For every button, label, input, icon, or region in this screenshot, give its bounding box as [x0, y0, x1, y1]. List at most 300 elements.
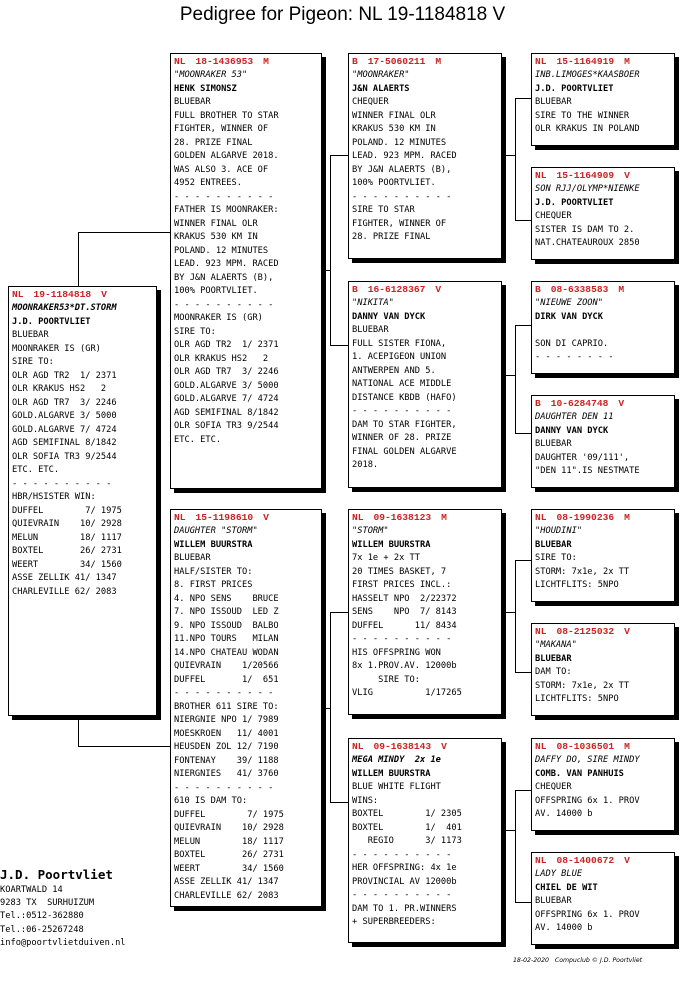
detail-line: WINS: [352, 795, 379, 806]
detail-line: BOXTEL 26/ 2731 [12, 546, 122, 556]
detail-line: 7x 1e + 2x TT [352, 553, 420, 563]
detail-line [535, 324, 671, 338]
detail-line: LICHTFLITS: 5NPO [535, 580, 619, 590]
pigeon-name: "STORM" [352, 526, 389, 536]
detail-line: - - - - - - - - [535, 352, 614, 362]
connector-line [515, 560, 516, 672]
connector-line [330, 802, 348, 803]
detail-line: BY J&N ALAERTS (B), [174, 272, 274, 283]
owner-name: J.D. POORTVLIET [535, 197, 614, 208]
detail-line: LICHTFLITS: 5NPO [535, 694, 619, 704]
pigeon-details [535, 868, 671, 936]
detail-line: SIRE TO: [535, 553, 577, 563]
detail-line: QUIEVRAIN 10/ 2928 [12, 519, 122, 529]
detail-line: OFFSPRING 6x 1. PROV [535, 795, 640, 806]
pigeon-details [535, 69, 671, 137]
detail-line: FULL BROTHER TO STAR [174, 110, 279, 121]
pigeon-details [535, 639, 671, 707]
detail-line: SIRE TO: [352, 674, 420, 685]
detail-line: AGD SEMIFINAL 8/1842 [12, 438, 117, 448]
ring-country: NL [535, 741, 547, 752]
ring-sex: V [263, 512, 269, 523]
ring-number: 08-1400672 [556, 855, 615, 866]
ring-header [535, 398, 671, 410]
ring-sex: V [624, 170, 630, 181]
detail-line: HALF/SISTER TO: [174, 566, 253, 577]
detail-line: 8x 1.PROV.AV. 12000b [352, 661, 457, 671]
ring-sex: V [624, 626, 630, 637]
ring-number: 17-5060211 [367, 56, 426, 67]
ring-number: 08-6338583 [550, 284, 609, 295]
detail-line: BLUEBAR [174, 553, 211, 563]
detail-line: - - - - - - - - - - [352, 634, 452, 644]
detail-line: OLR KRAKUS HS2 2 [174, 353, 269, 364]
detail-line: WINNER FINAL OLR [174, 218, 258, 229]
connector-line [330, 612, 348, 613]
breeder-mobile: Tel.:06-25267248 [0, 924, 84, 935]
connector-line [515, 902, 531, 903]
pigeon-name: LADY BLUE [535, 869, 583, 879]
detail-line: DUFFEL 7/ 1975 [174, 809, 284, 820]
pigeon-name: MOONRAKER53*DT.STORM [12, 303, 117, 313]
detail-line: CHEQUER [535, 211, 572, 221]
pigeon-details [352, 525, 498, 701]
detail-line: OLR AGD TR2 1/ 2371 [12, 370, 117, 381]
pigeon-details [535, 525, 671, 593]
pigeon-details [352, 297, 498, 473]
ring-country: NL [174, 512, 186, 523]
detail-line: QUIEVRAIN 1/20566 [174, 661, 279, 671]
ring-country: NL [174, 56, 186, 67]
detail-line: CHEQUER [535, 782, 572, 792]
owner-name: J&N ALAERTS [352, 83, 410, 94]
detail-line: OLR KRAKUS HS2 2 [12, 384, 107, 394]
owner-name: COMB. VAN PANHUIS [535, 768, 624, 779]
pigeon-card-dss[interactable] [531, 509, 675, 602]
detail-line: STORM: 7x1e, 2x TT [535, 566, 630, 577]
ring-country: NL [352, 741, 364, 752]
detail-line: FULL SISTER FIONA, [352, 338, 447, 349]
pigeon-name: "NIKITA" [352, 298, 394, 308]
ring-header [535, 626, 671, 638]
detail-line: BY J&N ALAERTS (B), [352, 164, 452, 175]
detail-line: DUFFEL 7/ 1975 [12, 505, 122, 516]
detail-line: MOESKROEN 11/ 4001 [174, 728, 279, 739]
pigeon-details [12, 302, 153, 599]
connector-line [330, 345, 348, 346]
ring-country: B [352, 56, 358, 67]
detail-line: BLUEBAR [535, 97, 572, 107]
breeder-postal: 9283 TX SURHUIZUM [0, 898, 95, 909]
pigeon-details [535, 754, 671, 822]
ring-country: NL [12, 289, 24, 300]
detail-line: OLR SOFIA TR3 9/2544 [174, 421, 279, 431]
detail-line: STORM: 7x1e, 2x TT [535, 680, 630, 691]
detail-line: 28. PRIZE FINAL [174, 137, 253, 148]
detail-line: ASSE ZELLIK 41/ 1347 [174, 877, 279, 887]
ring-header [535, 56, 671, 68]
detail-line: WEERT 34/ 1560 [12, 559, 122, 570]
detail-line: GOLD.ALGARVE 7/ 4724 [174, 394, 279, 404]
ring-header [535, 170, 671, 182]
ring-header [174, 56, 318, 68]
ring-country: NL [535, 512, 547, 523]
detail-line: BOXTEL 1/ 401 [352, 822, 462, 833]
owner-name: WILLEM BUURSTRA [174, 539, 253, 550]
detail-line: MELUN 18/ 1117 [12, 532, 122, 543]
pigeon-name: DAUGHTER "STORM" [174, 526, 258, 536]
pigeon-card-sire-dam[interactable] [348, 281, 502, 488]
pigeon-name: "MOONRAKER 53" [174, 70, 248, 80]
footer-software: Compuclub [554, 957, 590, 964]
breeder-info [0, 866, 126, 950]
detail-line: BLUEBAR [535, 896, 572, 906]
connector-line [502, 612, 516, 613]
detail-line: DAM TO: [535, 667, 572, 677]
detail-line: CHARLEVILLE 62/ 2083 [174, 890, 279, 901]
detail-line: OLR SOFIA TR3 9/2544 [12, 451, 117, 462]
owner-name: DIRK VAN DYCK [535, 311, 603, 322]
detail-line: ETC. ETC. [12, 465, 60, 475]
detail-line: POLAND. 12 MINUTES [174, 245, 269, 256]
detail-line: AV. 14000 b [535, 809, 593, 819]
connector-line [502, 830, 516, 831]
detail-line: - - - - - - - - - - [174, 782, 274, 793]
detail-line: 28. PRIZE FINAL [352, 232, 431, 242]
connector-line [78, 232, 170, 233]
owner-name: DANNY VAN DYCK [535, 425, 609, 436]
detail-line: SIRE TO THE WINNER [535, 110, 630, 121]
ring-header [535, 741, 671, 753]
detail-line: NAT.CHATEAUROUX 2850 [535, 238, 640, 248]
detail-line: 100% POORTVLIET. [174, 286, 258, 296]
detail-line: NATIONAL ACE MIDDLE [352, 379, 452, 389]
detail-line: GOLDEN ALGARVE 2018. [174, 151, 279, 161]
ring-header [535, 512, 671, 524]
detail-line: MELUN 18/ 1117 [174, 836, 284, 847]
pigeon-name: "MOONRAKER" [352, 70, 410, 80]
pigeon-card-dam-dam[interactable] [348, 738, 502, 943]
pigeon-card-sss[interactable] [531, 53, 675, 146]
detail-line: 14.NPO CHATEAU WODAN [174, 647, 279, 658]
ring-sex: M [624, 741, 630, 752]
connector-line [78, 716, 79, 746]
connector-line [515, 325, 516, 433]
ring-country: B [535, 284, 541, 295]
detail-line: SENS NPO 7/ 8143 [352, 607, 457, 617]
detail-line: DAM TO 1. PR.WINNERS [352, 903, 457, 914]
connector-line [502, 155, 516, 156]
owner-name: BLUEBAR [535, 539, 572, 550]
detail-line: DAM TO STAR FIGHTER, [352, 419, 457, 430]
connector-line [330, 155, 331, 345]
detail-line: LEAD. 923 MPM. RACED [174, 259, 279, 269]
connector-line [515, 790, 531, 791]
connector-line [515, 433, 531, 434]
detail-line: HER OFFSPRING: 4x 1e [352, 863, 457, 873]
owner-name: J.D. POORTVLIET [535, 83, 614, 94]
pigeon-details [352, 69, 498, 245]
ring-country: NL [352, 512, 364, 523]
detail-line: - - - - - - - - - - [174, 191, 274, 202]
detail-line: FONTENAY 39/ 1188 [174, 755, 279, 766]
footer-date: 18-02-2020 [513, 957, 549, 964]
pigeon-name: DAFFY DO, SIRE MINDY [535, 755, 640, 765]
ring-sex: V [101, 289, 107, 300]
detail-line: DUFFEL 11/ 8434 [352, 620, 457, 631]
detail-line: KRAKUS 530 KM IN [174, 232, 258, 242]
connector-line [502, 375, 516, 376]
detail-line: MOONRAKER IS (GR) [12, 343, 101, 354]
detail-line: - - - - - - - - - - [352, 191, 452, 202]
detail-line: 100% POORTVLIET. [352, 178, 436, 188]
detail-line: NIERGNIE NPO 1/ 7989 [174, 715, 279, 725]
connector-line [78, 232, 79, 287]
connector-line [330, 155, 348, 156]
detail-line: BLUEBAR [352, 325, 389, 335]
detail-line: NIERGNIES 41/ 3760 [174, 769, 279, 779]
connector-line [322, 708, 331, 709]
detail-line: WEERT 34/ 1560 [174, 863, 284, 874]
detail-line: SIRE TO STAR [352, 205, 415, 215]
ring-number: 10-6284748 [550, 398, 609, 409]
ring-number: 15-1198610 [195, 512, 254, 523]
owner-name: WILLEM BUURSTRA [352, 539, 431, 550]
pigeon-card-ddd[interactable] [531, 852, 675, 945]
detail-line: 20 TIMES BASKET, 7 [352, 566, 447, 577]
footer-copyright: © J.D. Poortvliet [591, 957, 643, 964]
pigeon-card-sdd[interactable] [531, 395, 675, 488]
pigeon-card-dsd[interactable] [531, 623, 675, 716]
detail-line: 4. NPO SENS BRUCE [174, 593, 279, 604]
detail-line: WINNER FINAL OLR [352, 110, 436, 121]
connector-line [515, 560, 531, 561]
detail-line: POLAND. 12 MINUTES [352, 137, 447, 148]
connector-line [322, 270, 331, 271]
detail-line: DISTANCE KBDB (HAFO) [352, 392, 457, 403]
ring-header [12, 289, 153, 301]
detail-line: FIRST PRICES INCL.: [352, 580, 452, 590]
breeder-address: KOARTWALD 14 [0, 885, 63, 895]
pigeon-name: INB.LIMOGES*KAASBOER [535, 70, 640, 80]
owner-name: HENK SIMONSZ [174, 83, 237, 94]
detail-line: DUFFEL 1/ 651 [174, 674, 279, 685]
detail-line: 11.NPO TOURS MILAN [174, 634, 279, 644]
connector-line [330, 612, 331, 802]
detail-line: 4952 ENTREES. [174, 178, 242, 188]
detail-line: 2018. [352, 460, 379, 470]
pigeon-card-dam[interactable] [170, 509, 322, 907]
ring-sex: M [624, 512, 630, 523]
detail-line: FIGHTER, WINNER OF [174, 124, 269, 134]
pigeon-card-sire[interactable] [170, 53, 322, 489]
ring-number: 09-1638123 [373, 512, 432, 523]
pigeon-details [174, 69, 318, 447]
detail-line: SIRE TO: [174, 326, 216, 337]
connector-line [515, 98, 531, 99]
ring-sex: V [435, 284, 442, 295]
detail-line: QUIEVRAIN 10/ 2928 [174, 823, 284, 833]
detail-line: FINAL GOLDEN ALGARVE [352, 446, 457, 457]
pigeon-name: "MAKANA" [535, 640, 577, 650]
detail-line: GOLD.ALGARVE 3/ 5000 [12, 411, 117, 421]
detail-line: GOLD.ALGARVE 3/ 5000 [174, 380, 279, 391]
detail-line: - - - - - - - - - - [352, 890, 452, 900]
ring-sex: M [263, 56, 269, 67]
detail-line: ETC. ETC. [174, 434, 222, 445]
detail-line: ANTWERPEN AND 5. [352, 365, 436, 376]
ring-header [352, 284, 498, 296]
detail-line: 7. NPO ISSOUD LED Z [174, 607, 279, 617]
detail-line: HASSELT NPO 2/22372 [352, 593, 457, 604]
detail-line: KRAKUS 530 KM IN [352, 124, 436, 134]
owner-name: BLUEBAR [535, 653, 572, 664]
detail-line: FIGHTER, WINNER OF [352, 218, 447, 229]
footer-credit [513, 957, 642, 964]
detail-line: - - - - - - - - - - [352, 406, 452, 416]
detail-line: LEAD. 923 MPM. RACED [352, 151, 457, 161]
owner-name: WILLEM BUURSTRA [352, 768, 431, 779]
detail-line: HEUSDEN ZOL 12/ 7190 [174, 742, 279, 752]
ring-sex: M [441, 512, 447, 523]
connector-line [515, 220, 531, 221]
detail-line: 1. ACEPIGEON UNION [352, 352, 447, 362]
ring-number: 08-2125032 [556, 626, 615, 637]
detail-line: 8. FIRST PRICES [174, 580, 253, 590]
ring-country: B [535, 398, 541, 409]
ring-header [352, 741, 498, 753]
detail-line: VLIG 1/17265 [352, 688, 462, 698]
ring-header [535, 855, 671, 867]
connector-line [515, 672, 531, 673]
detail-line: ASSE ZELLIK 41/ 1347 [12, 573, 117, 583]
ring-country: NL [535, 626, 547, 637]
detail-line: - - - - - - - - - - [12, 478, 112, 489]
ring-sex: V [624, 855, 630, 866]
pigeon-name: DAUGHTER DEN 11 [535, 412, 614, 422]
detail-line: HBR/HSISTER WIN: [12, 492, 96, 502]
detail-line: OLR AGD TR7 3/ 2246 [174, 367, 279, 377]
pigeon-card-dds[interactable] [531, 738, 675, 831]
pigeon-name: "HOUDINI" [535, 526, 583, 536]
ring-header [352, 56, 498, 68]
detail-line: - - - - - - - - - - [352, 849, 452, 860]
detail-line: BLUEBAR [174, 97, 211, 107]
pigeon-card-ssd[interactable] [531, 167, 675, 260]
connector-line [515, 790, 516, 902]
detail-line: BROTHER 611 SIRE TO: [174, 701, 279, 712]
detail-line: SON DI CAPRIO. [535, 338, 609, 349]
ring-number: 18-1436953 [195, 56, 254, 67]
detail-line: 9. NPO ISSOUD BALBO [174, 620, 279, 631]
ring-country: NL [535, 56, 547, 67]
pigeon-name: SON RJJ/OLYMP*NIENKE [535, 184, 640, 194]
connector-line [78, 746, 170, 747]
pigeon-name: MEGA MINDY 2x 1e [352, 755, 441, 765]
ring-number: 19-1184818 [33, 289, 92, 300]
detail-line: - - - - - - - - - - [174, 688, 274, 698]
ring-sex: V [441, 741, 447, 752]
connector-line [515, 325, 531, 326]
detail-line: OLR KRAKUS IN POLAND [535, 124, 640, 134]
pigeon-details [535, 411, 671, 479]
ring-number: 09-1638143 [373, 741, 432, 752]
detail-line: OLR AGD TR7 3/ 2246 [12, 397, 117, 408]
pigeon-details [535, 183, 671, 251]
detail-line: BLUEBAR [12, 330, 49, 340]
breeder-email[interactable]: info@poortvlietduiven.nl [0, 937, 126, 948]
detail-line: OLR AGD TR2 1/ 2371 [174, 340, 279, 350]
detail-line: FATHER IS MOONRAKER: [174, 205, 279, 215]
ring-sex: M [435, 56, 442, 67]
ring-header [535, 284, 671, 296]
ring-country: NL [535, 855, 547, 866]
ring-number: 08-1036501 [556, 741, 615, 752]
pigeon-details [352, 754, 498, 930]
detail-line: PROVINCIAL AV 12000b [352, 876, 457, 887]
detail-line: SISTER IS DAM TO 2. [535, 224, 635, 235]
detail-line: AV. 14000 b [535, 923, 593, 933]
ring-number: 08-1990236 [556, 512, 615, 523]
detail-line: AGD SEMIFINAL 8/1842 [174, 407, 279, 418]
detail-line: - - - - - - - - - - [174, 299, 274, 310]
pigeon-card-subject[interactable] [8, 286, 157, 716]
pigeon-card-sire-sire[interactable] [348, 53, 502, 259]
ring-header [174, 512, 318, 524]
detail-line: HIS OFFSPRING WON [352, 647, 441, 658]
ring-number: 16-6128367 [367, 284, 426, 295]
ring-number: 15-1164909 [556, 170, 615, 181]
detail-line: SIRE TO: [12, 357, 54, 367]
detail-line: WINNER OF 28. PRIZE [352, 433, 452, 443]
ring-sex: M [624, 56, 630, 67]
owner-name: J.D. POORTVLIET [12, 316, 91, 327]
connector-line [515, 98, 516, 220]
ring-sex: V [618, 398, 625, 409]
owner-name: DANNY VAN DYCK [352, 311, 426, 322]
detail-line: MOONRAKER IS (GR) [174, 313, 263, 323]
detail-line: BLUE WHITE FLIGHT [352, 782, 441, 792]
ring-country: NL [535, 170, 547, 181]
breeder-phone: Tel.:0512-362880 [0, 911, 84, 922]
detail-line: CHARLEVILLE 62/ 2083 [12, 586, 117, 597]
detail-line: BOXTEL 26/ 2731 [174, 850, 284, 860]
detail-line: DAUGHTER '09/111', [535, 452, 630, 463]
ring-country: B [352, 284, 358, 295]
pigeon-details [174, 525, 318, 903]
owner-name: CHIEL DE WIT [535, 882, 598, 893]
breeder-name: J.D. Poortvliet [0, 867, 113, 882]
detail-line: + SUPERBREEDERS: [352, 917, 436, 927]
detail-line: WAS ALSO 3. ACE OF [174, 164, 269, 175]
detail-line: REGIO 3/ 1173 [352, 836, 462, 846]
pigeon-details [535, 297, 671, 365]
detail-line: CHEQUER [352, 97, 389, 107]
pigeon-name: "NIEUWE ZOON" [535, 298, 603, 308]
detail-line: BOXTEL 1/ 2305 [352, 809, 462, 819]
detail-line: "DEN 11".IS NESTMATE [535, 466, 640, 476]
pigeon-card-dam-sire[interactable] [348, 509, 502, 715]
ring-number: 15-1164919 [556, 56, 615, 67]
ring-header [352, 512, 498, 524]
pigeon-card-sds[interactable] [531, 281, 675, 374]
detail-line: 610 IS DAM TO: [174, 796, 248, 806]
page-title: Pedigree for Pigeon: NL 19-1184818 V [179, 4, 506, 25]
detail-line: OFFSPRING 6x 1. PROV [535, 909, 640, 920]
detail-line: GOLD.ALGARVE 7/ 4724 [12, 424, 117, 435]
ring-sex: M [618, 284, 625, 295]
detail-line: BLUEBAR [535, 439, 572, 449]
